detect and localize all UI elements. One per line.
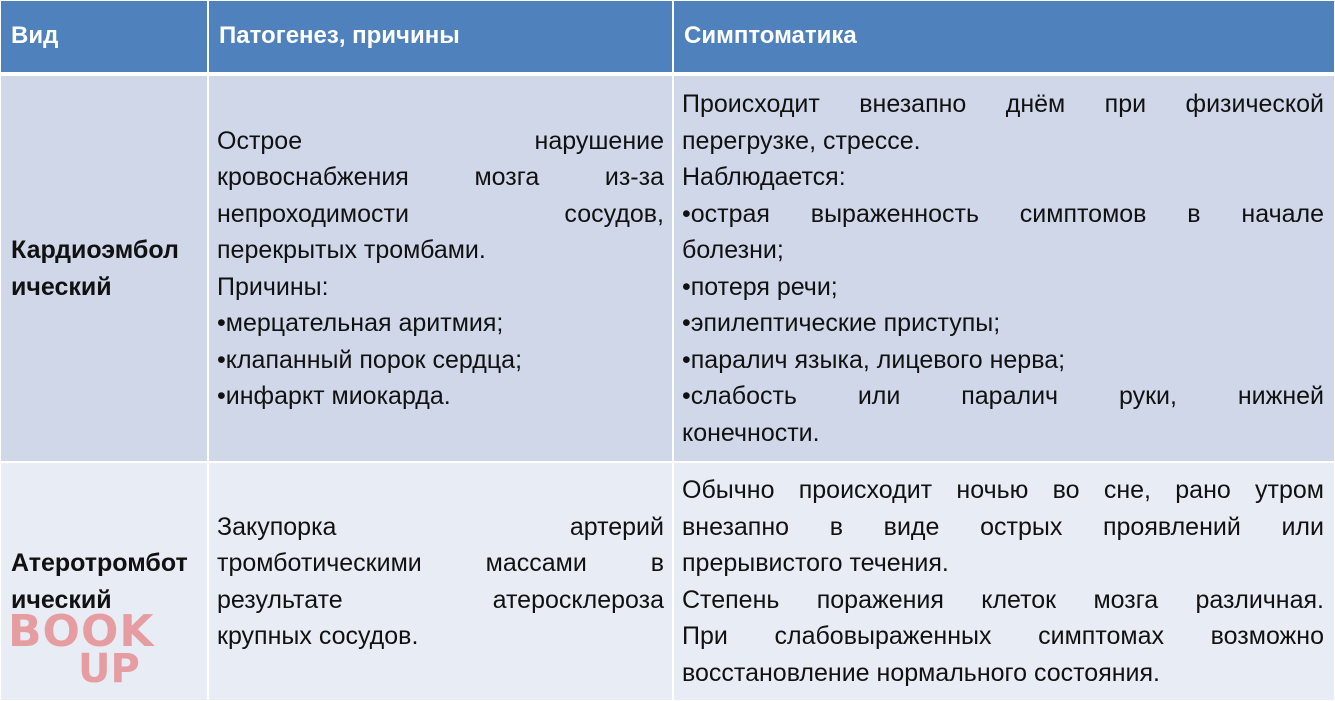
row1-symptoms-line: перегрузке, стрессе. <box>682 126 921 155</box>
row1-cause-item: •инфаркт миокарда. <box>217 382 451 410</box>
row2-kind-label <box>11 545 199 618</box>
row1-causes-title: Причины: <box>217 272 329 301</box>
row2-pathogenesis-line: тромботическими массами в <box>217 549 664 577</box>
row1-symptoms-line: •эпилептические приступы; <box>682 309 1001 337</box>
row1-pathogenesis-line: перекрытых тромбами. <box>217 236 486 264</box>
row1-pathogenesis-line: непроходимости сосудов, <box>217 199 664 228</box>
row2-kind <box>0 462 208 701</box>
row2-kind-line1: Атеротромбот <box>11 549 188 577</box>
row1-symptoms <box>673 75 1335 462</box>
header-symptoms <box>673 0 1335 75</box>
row1-kind-line1: Кардиоэмбол <box>11 236 179 264</box>
row1-pathogenesis-line: Острое нарушение <box>217 126 664 155</box>
row1-cause-item: •клапанный порок сердца; <box>217 345 523 374</box>
row1-kind-label <box>11 232 199 305</box>
header-kind <box>0 0 208 75</box>
row2-symptoms-line: восстановление нормального состояния. <box>682 658 1161 687</box>
row1-pathogenesis-line: кровоснабжения мозга из-за <box>217 163 664 191</box>
header-kind-label: Вид <box>11 22 59 50</box>
row1-symptoms-line: •острая выраженность симптомов в начале <box>682 199 1324 228</box>
row2-pathogenesis-line: Закупорка артерий <box>217 512 664 541</box>
row2-pathogenesis <box>208 462 673 701</box>
row2-symptoms-line: Обычно происходит ночью во сне, рано утром <box>682 476 1324 504</box>
row2-symptoms-line: прерывистого течения. <box>682 549 949 577</box>
row1-pathogenesis <box>208 75 673 462</box>
row1-symptoms-line: Происходит внезапно днём при физической <box>682 90 1324 118</box>
row1-symptoms-line: Наблюдается: <box>682 163 846 191</box>
row1-symptoms-line: конечности. <box>682 418 820 447</box>
watermark-line2: UP <box>78 646 140 692</box>
row1-cause-item: •мерцательная аритмия; <box>217 309 504 337</box>
watermark-line1: BOOK <box>8 606 155 657</box>
row2-symptoms-line: При слабовыраженных симптомах возможно <box>682 622 1324 650</box>
header-pathogenesis-label: Патогенез, причины <box>219 22 460 50</box>
row1-symptoms-line: •потеря речи; <box>682 272 838 301</box>
row1-symptoms-line: болезни; <box>682 236 784 264</box>
header-symptoms-label: Симптоматика <box>684 22 857 50</box>
row2-pathogenesis-line: результате атеросклероза <box>217 585 664 614</box>
row2-symptoms-line: Степень поражения клеток мозга различная. <box>682 585 1324 614</box>
row2-symptoms <box>673 462 1335 701</box>
row1-symptoms-line: •слабость или паралич руки, нижней <box>682 382 1324 410</box>
header-pathogenesis <box>208 0 673 75</box>
row1-kind-line2: ический <box>11 272 112 301</box>
row2-pathogenesis-line: крупных сосудов. <box>217 622 419 650</box>
row2-kind-line2: ический <box>11 585 112 614</box>
row2-symptoms-line: внезапно в виде острых проявлений или <box>682 512 1324 541</box>
row1-kind <box>0 75 208 462</box>
row1-symptoms-line: •паралич языка, лицевого нерва; <box>682 345 1066 374</box>
